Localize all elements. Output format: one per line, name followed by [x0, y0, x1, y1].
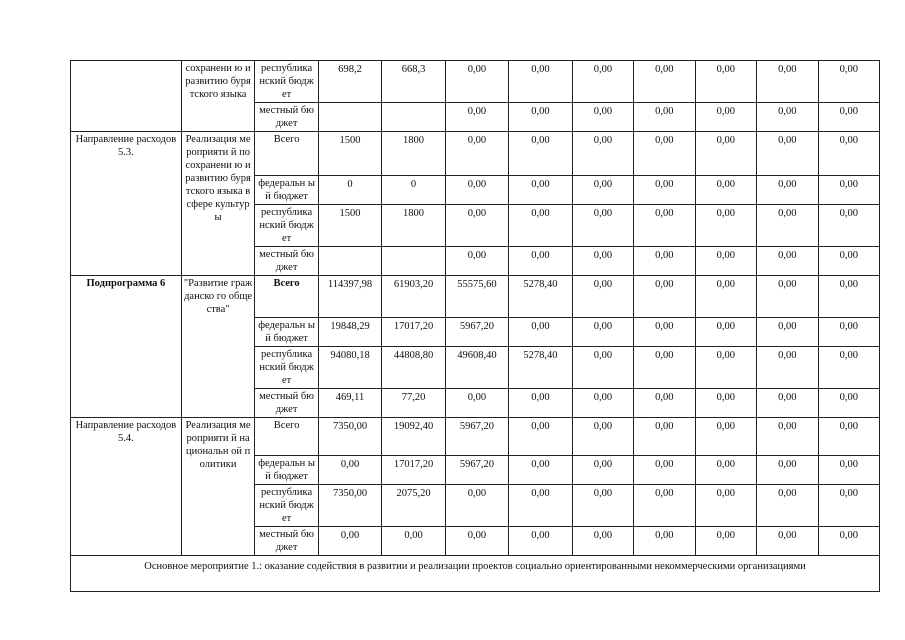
value-cell: 0,00 — [634, 276, 695, 318]
value-cell: 0,00 — [818, 205, 880, 247]
value-cell: 49608,40 — [445, 347, 508, 389]
value-cell: 0,00 — [757, 132, 818, 176]
value-cell: 0,00 — [382, 527, 445, 556]
value-cell: 0,00 — [634, 347, 695, 389]
value-cell: 0,00 — [445, 247, 508, 276]
value-cell: 0,00 — [634, 389, 695, 418]
block_p6-label: Подпрограмма 6 — [71, 276, 182, 418]
value-cell: 0,00 — [634, 132, 695, 176]
funding-source: республика нский бюджет — [255, 205, 318, 247]
value-cell: 469,11 — [318, 389, 381, 418]
value-cell: 0,00 — [509, 485, 572, 527]
value-cell: 61903,20 — [382, 276, 445, 318]
value-cell: 0,00 — [757, 247, 818, 276]
funding-source: федеральн ый бюджет — [255, 318, 318, 347]
value-cell: 0 — [382, 176, 445, 205]
value-cell: 0,00 — [634, 205, 695, 247]
value-cell: 0,00 — [509, 418, 572, 456]
value-cell: 0,00 — [318, 456, 381, 485]
value-cell: 0,00 — [757, 61, 818, 103]
value-cell: 0,00 — [509, 456, 572, 485]
value-cell: 0,00 — [509, 176, 572, 205]
value-cell: 0,00 — [572, 132, 633, 176]
value-cell: 0,00 — [445, 132, 508, 176]
value-cell — [382, 103, 445, 132]
value-cell: 0,00 — [818, 276, 880, 318]
value-cell: 0,00 — [818, 485, 880, 527]
value-cell: 0,00 — [695, 61, 756, 103]
value-cell: 0,00 — [572, 485, 633, 527]
value-cell: 114397,98 — [318, 276, 381, 318]
table-row — [71, 276, 880, 318]
value-cell: 0,00 — [509, 132, 572, 176]
value-cell: 0,00 — [757, 418, 818, 456]
value-cell: 0,00 — [757, 205, 818, 247]
value-cell: 0,00 — [695, 103, 756, 132]
value-cell: 0,00 — [634, 247, 695, 276]
value-cell — [318, 103, 381, 132]
value-cell: 0,00 — [757, 347, 818, 389]
value-cell — [382, 247, 445, 276]
funding-source: Всего — [255, 132, 318, 176]
value-cell: 0,00 — [695, 132, 756, 176]
value-cell: 0,00 — [572, 61, 633, 103]
block_53-name: Реализация мероприяти й по сохранени ю и развитию бурятского языка в сфере культуры — [181, 132, 255, 276]
value-cell: 0,00 — [445, 485, 508, 527]
value-cell: 5967,20 — [445, 318, 508, 347]
block_53-label: Направление расходов 5.3. — [71, 132, 182, 276]
funding-source: местный бюджет — [255, 527, 318, 556]
value-cell: 0,00 — [818, 176, 880, 205]
value-cell: 0,00 — [695, 205, 756, 247]
value-cell: 1500 — [318, 205, 381, 247]
funding-source: Всего — [255, 418, 318, 456]
value-cell: 1500 — [318, 132, 381, 176]
table-row — [71, 61, 880, 103]
value-cell: 0,00 — [634, 176, 695, 205]
value-cell: 0,00 — [509, 205, 572, 247]
value-cell: 0,00 — [572, 347, 633, 389]
funding-source: федеральн ый бюджет — [255, 176, 318, 205]
value-cell: 0,00 — [509, 103, 572, 132]
value-cell: 0,00 — [572, 527, 633, 556]
value-cell: 0,00 — [445, 103, 508, 132]
value-cell: 0,00 — [818, 132, 880, 176]
value-cell: 0,00 — [445, 527, 508, 556]
value-cell: 5278,40 — [509, 347, 572, 389]
value-cell: 0,00 — [818, 456, 880, 485]
value-cell: 668,3 — [382, 61, 445, 103]
value-cell: 7350,00 — [318, 418, 381, 456]
value-cell: 0,00 — [572, 247, 633, 276]
value-cell: 0,00 — [695, 456, 756, 485]
value-cell: 0,00 — [695, 527, 756, 556]
value-cell: 0,00 — [818, 347, 880, 389]
value-cell: 0,00 — [509, 389, 572, 418]
value-cell: 698,2 — [318, 61, 381, 103]
value-cell: 0,00 — [572, 318, 633, 347]
table-body — [71, 61, 880, 592]
value-cell: 55575,60 — [445, 276, 508, 318]
value-cell: 0,00 — [818, 527, 880, 556]
funding-source: республика нский бюджет — [255, 485, 318, 527]
value-cell: 0,00 — [818, 247, 880, 276]
value-cell: 0,00 — [572, 276, 633, 318]
value-cell: 0,00 — [695, 389, 756, 418]
value-cell: 0,00 — [634, 318, 695, 347]
top_block-label — [71, 61, 182, 132]
value-cell: 0,00 — [509, 527, 572, 556]
value-cell: 7350,00 — [318, 485, 381, 527]
value-cell: 0,00 — [445, 176, 508, 205]
value-cell: 0,00 — [572, 205, 633, 247]
value-cell: 1800 — [382, 132, 445, 176]
value-cell: 0,00 — [445, 389, 508, 418]
value-cell: 0,00 — [695, 318, 756, 347]
value-cell: 0,00 — [757, 176, 818, 205]
funding-source: местный бюджет — [255, 247, 318, 276]
value-cell: 0,00 — [634, 61, 695, 103]
value-cell: 0,00 — [572, 389, 633, 418]
value-cell: 0,00 — [757, 318, 818, 347]
value-cell: 44808,80 — [382, 347, 445, 389]
block_p6-name: "Развитие гражданско го общества" — [181, 276, 255, 418]
value-cell: 5967,20 — [445, 456, 508, 485]
value-cell: 0,00 — [818, 418, 880, 456]
value-cell: 0,00 — [634, 418, 695, 456]
value-cell: 94080,18 — [318, 347, 381, 389]
value-cell: 5278,40 — [509, 276, 572, 318]
value-cell: 0,00 — [818, 61, 880, 103]
value-cell: 0,00 — [572, 456, 633, 485]
table-row — [71, 132, 880, 176]
value-cell: 0,00 — [818, 318, 880, 347]
value-cell: 0,00 — [818, 389, 880, 418]
value-cell: 19092,40 — [382, 418, 445, 456]
block_54-label: Направление расходов 5.4. — [71, 418, 182, 556]
block_54-name: Реализация мероприяти й национальн ой политики — [181, 418, 255, 556]
value-cell: 0,00 — [572, 103, 633, 132]
value-cell: 0,00 — [634, 456, 695, 485]
value-cell: 0,00 — [757, 527, 818, 556]
table-row — [71, 418, 880, 456]
value-cell — [318, 247, 381, 276]
funding-source: федеральн ый бюджет — [255, 456, 318, 485]
value-cell: 19848,29 — [318, 318, 381, 347]
funding-source: республика нский бюджет — [255, 347, 318, 389]
value-cell: 0,00 — [634, 485, 695, 527]
value-cell: 0,00 — [695, 418, 756, 456]
footer-activity-text: Основное мероприятие 1.: оказание содействия в развитии и реализации проектов социально ориентированными некоммерческими организациями — [71, 556, 880, 592]
budget-table — [70, 60, 880, 592]
budget-table-page — [70, 60, 880, 592]
value-cell: 0,00 — [695, 276, 756, 318]
value-cell: 0 — [318, 176, 381, 205]
value-cell: 0,00 — [445, 205, 508, 247]
value-cell: 0,00 — [818, 103, 880, 132]
value-cell: 0,00 — [695, 247, 756, 276]
value-cell: 0,00 — [634, 527, 695, 556]
value-cell: 0,00 — [695, 347, 756, 389]
funding-source: местный бюджет — [255, 389, 318, 418]
value-cell: 0,00 — [445, 61, 508, 103]
value-cell: 17017,20 — [382, 456, 445, 485]
value-cell: 0,00 — [509, 247, 572, 276]
value-cell: 0,00 — [757, 276, 818, 318]
value-cell: 17017,20 — [382, 318, 445, 347]
value-cell: 77,20 — [382, 389, 445, 418]
value-cell: 0,00 — [695, 176, 756, 205]
value-cell: 0,00 — [509, 318, 572, 347]
funding-source: республика нский бюджет — [255, 61, 318, 103]
value-cell: 5967,20 — [445, 418, 508, 456]
value-cell: 0,00 — [318, 527, 381, 556]
value-cell: 0,00 — [757, 485, 818, 527]
value-cell: 0,00 — [695, 485, 756, 527]
value-cell: 0,00 — [572, 418, 633, 456]
value-cell: 0,00 — [572, 176, 633, 205]
value-cell: 1800 — [382, 205, 445, 247]
funding-source: местный бюджет — [255, 103, 318, 132]
value-cell: 0,00 — [757, 389, 818, 418]
value-cell: 0,00 — [757, 103, 818, 132]
value-cell: 2075,20 — [382, 485, 445, 527]
value-cell: 0,00 — [757, 456, 818, 485]
value-cell: 0,00 — [634, 103, 695, 132]
top_block-name: сохранени ю и развитию бурятского языка — [181, 61, 255, 132]
value-cell: 0,00 — [509, 61, 572, 103]
funding-source: Всего — [255, 276, 318, 318]
